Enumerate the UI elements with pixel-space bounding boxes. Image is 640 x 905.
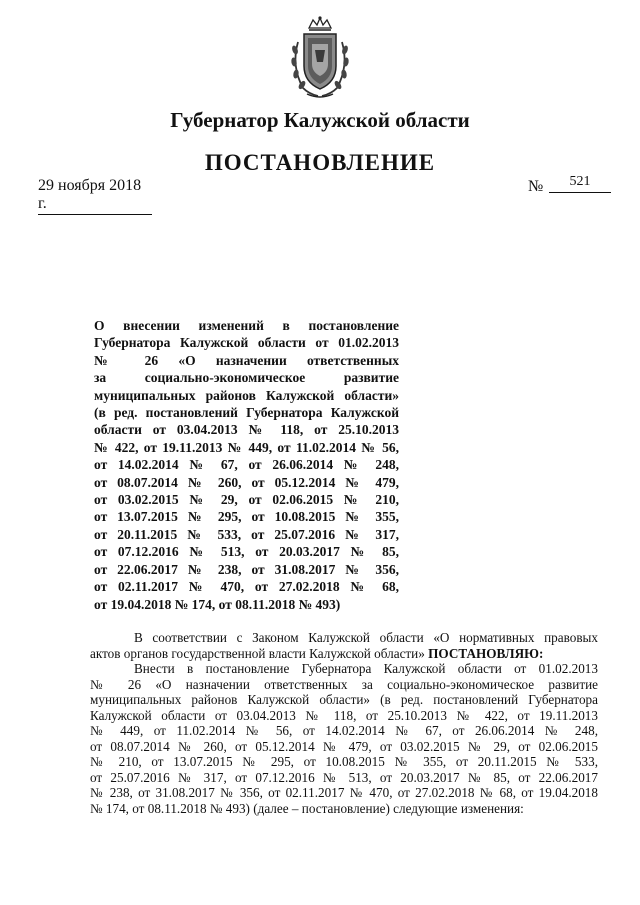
paragraph-line: Калужской области от 03.04.2013 № 118, от 25.10.2013 № 422, от 19.11.2013 — [90, 707, 598, 723]
document-body — [90, 630, 598, 816]
title-line: от 03.02.2015 № 29, от 02.06.2015 № 210, — [94, 492, 399, 508]
title-line: от 19.04.2018 № 174, от 08.11.2018 № 493) — [94, 596, 341, 612]
paragraph-line: № 174, от 08.11.2018 № 493) (далее – постановление) следующие изменения: — [90, 800, 524, 816]
document-title — [94, 317, 399, 613]
title-line: № 26 «О назначении ответственных — [94, 352, 399, 368]
document-date: 29 ноября 2018 г. — [38, 177, 152, 215]
title-line: О внесении изменений в постановление — [94, 318, 399, 333]
resolution-keyword: ПОСТАНОВЛЯЮ: — [428, 645, 544, 661]
title-line: Губернатора Калужской области от 01.02.2013 — [94, 335, 399, 351]
title-line: от 14.02.2014 № 67, от 26.06.2014 № 248, — [94, 457, 399, 473]
title-line: области от 03.04.2013 № 118, от 25.10.2013 — [94, 422, 399, 438]
paragraph-line: № 238, от 31.08.2017 № 356, от 02.11.2017 № 470, от 27.02.2018 № 68, от 19.04.2018 — [90, 785, 598, 800]
preamble-line — [90, 646, 598, 662]
paragraph-line: Внести в постановление Губернатора Калужской области от 01.02.2013 — [134, 661, 598, 676]
title-line: за социально-экономическое развитие — [94, 370, 399, 386]
paragraph-line: от 25.07.2016 № 317, от 07.12.2016 № 513, от 20.03.2017 № 85, от 22.06.2017 — [90, 769, 598, 785]
title-line: (в ред. постановлений Губернатора Калужской — [94, 405, 399, 421]
title-line: № 422, от 19.11.2013 № 449, от 11.02.2014 № 56, — [94, 439, 399, 455]
coat-of-arms-icon — [285, 14, 355, 100]
document-number: 521 — [549, 174, 611, 193]
paragraph-line: № 26 «О назначении ответственных за социально-экономическое развитие — [90, 676, 598, 692]
title-line: от 13.07.2015 № 295, от 10.08.2015 № 355, — [94, 509, 399, 525]
paragraph-line: муниципальных районов Калужской области» (в ред. постановлений Губернатора — [90, 692, 598, 707]
paragraph-line: от 08.07.2014 № 260, от 05.12.2014 № 479, от 03.02.2015 № 29, от 02.06.2015 — [90, 738, 598, 754]
document-type: ПОСТАНОВЛЕНИЕ — [204, 150, 436, 175]
number-label: № — [528, 178, 544, 195]
title-line: от 08.07.2014 № 260, от 05.12.2014 № 479, — [94, 474, 399, 490]
paragraph-line: № 210, от 13.07.2015 № 295, от 10.08.2015 № 355, от 20.11.2015 № 533, — [90, 754, 598, 769]
preamble-line: В соответствии с Законом Калужской области «О нормативных правовых — [134, 630, 598, 645]
preamble-text: актов органов государственной власти Калужской области» — [90, 645, 425, 661]
title-line: от 07.12.2016 № 513, от 20.03.2017 № 85, — [94, 544, 399, 560]
paragraph-line: № 449, от 11.02.2014 № 56, от 14.02.2014 № 67, от 26.06.2014 № 248, — [90, 723, 598, 738]
title-line: от 22.06.2017 № 238, от 31.08.2017 № 356, — [94, 561, 399, 577]
title-line: муниципальных районов Калужской области» — [94, 387, 399, 403]
title-line: от 20.11.2015 № 533, от 25.07.2016 № 317, — [94, 526, 399, 542]
authority-name: Губернатор Калужской области — [170, 108, 470, 132]
title-line: от 02.11.2017 № 470, от 27.02.2018 № 68, — [94, 579, 399, 595]
